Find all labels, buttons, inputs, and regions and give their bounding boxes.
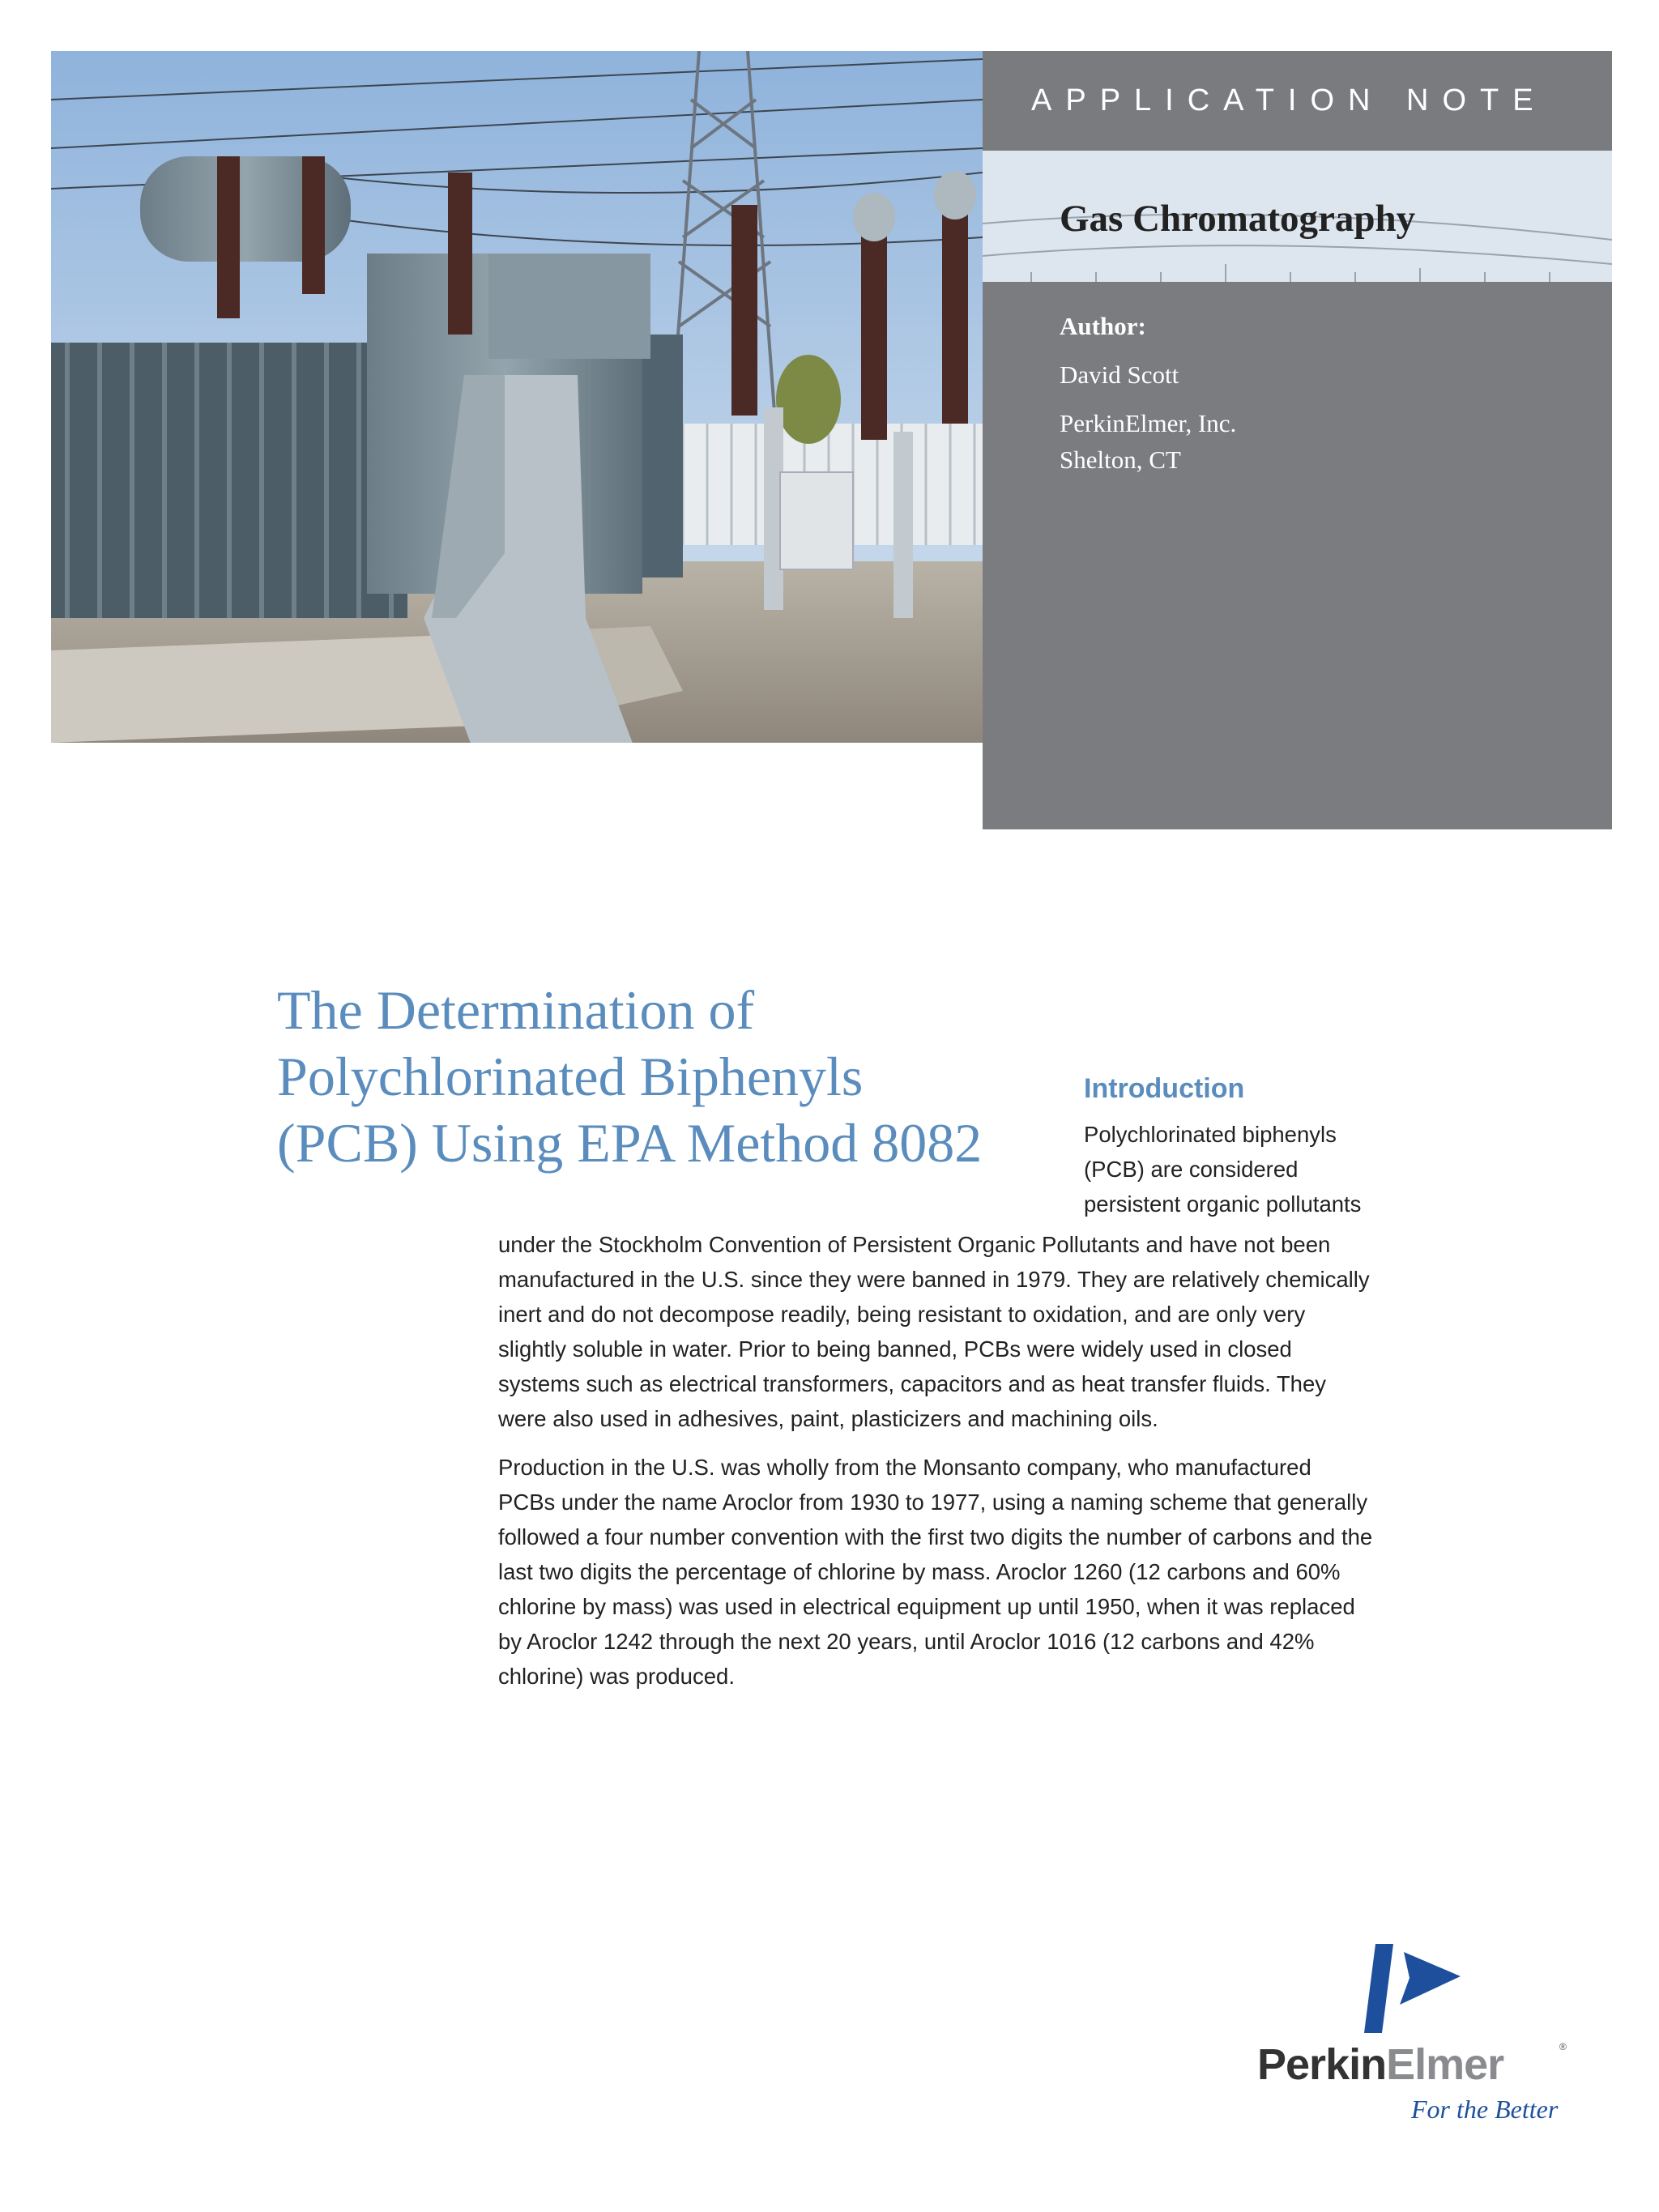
page-title xyxy=(277,977,1055,1176)
document-category: APPLICATION NOTE xyxy=(1031,83,1547,117)
title-line: Polychlorinated Biphenyls xyxy=(277,1046,864,1107)
body-paragraph: Production in the U.S. was wholly from the Monsanto company, who manufactured PCBs under the name Aroclor from 1930 to 1977, using a naming scheme that generally followed a four number convention with the first two digits the number of carbons and the last two digits the percentage of chlorine by mass. Aroclor 1260 (12 carbons and 60% chlorine by mass) was used in electrical equipment up until 1950, when it was replaced by Aroclor 1242 through the next 20 years, until Aroclor 1016 (12 carbons and 42% chlorine) was produced. xyxy=(498,1455,1373,1689)
title-line: (PCB) Using EPA Method 8082 xyxy=(277,1112,983,1174)
intro-line: persistent organic pollutants xyxy=(1084,1191,1362,1217)
intro-line: Polychlorinated biphenyls xyxy=(1084,1122,1337,1147)
technique-title: Gas Chromatography xyxy=(1060,198,1416,240)
intro-line: (PCB) are considered xyxy=(1084,1157,1299,1182)
author-company: PerkinElmer, Inc. xyxy=(1060,409,1237,437)
body-paragraph: under the Stockholm Convention of Persistent Organic Pollutants and have not been manufactured in the U.S. since they were banned in 1979. They are relatively chemically inert and do not decompose readily, being resistant to oxidation, and are only very slightly soluble in water. Prior to being banned, PCBs were widely used in closed systems such as electrical transformers, capacitors and as heat transfer fluids. They were also used in adhesives, paint, plasticizers and machining oils. xyxy=(498,1232,1370,1431)
logo-word-bold: Perkin xyxy=(1257,2040,1387,2089)
logo-mark-icon xyxy=(1359,1944,1465,2033)
author-label: Author: xyxy=(1060,312,1146,340)
introduction-heading: Introduction xyxy=(1084,1073,1245,1104)
transformer-photo xyxy=(51,51,983,743)
logo-wordmark xyxy=(1257,2039,1503,2090)
logo-word-light: Elmer xyxy=(1386,2040,1504,2089)
title-line: The Determination of xyxy=(277,979,755,1041)
perkinelmer-logo xyxy=(1247,1944,1572,2138)
author-name: David Scott xyxy=(1060,360,1179,389)
header-panel xyxy=(983,51,1612,829)
author-location: Shelton, CT xyxy=(1060,445,1181,474)
registered-mark: ® xyxy=(1559,2041,1567,2052)
logo-tagline: For the Better xyxy=(1411,2095,1559,2124)
